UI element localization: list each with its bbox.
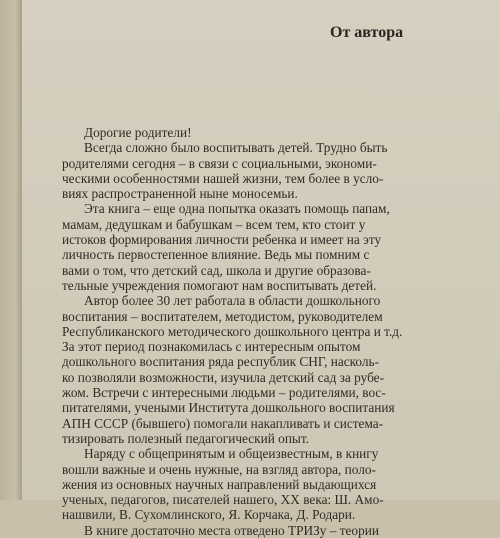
text-line: Республиканского методического дошкольного центра и т.д. [62, 323, 403, 339]
text-line: мамам, дедушкам и бабушкам – всем тем, кто стоит у [62, 216, 366, 232]
text-line: Автор более 30 лет работала в области дошкольного [84, 293, 381, 309]
text-line: АПН СССР (бывшего) помогали накапливать и система- [62, 415, 384, 431]
text-line: вошли важные и очень нужные, на взгляд автора, поло- [62, 461, 376, 477]
text-line: нашвили, В. Сухомлинского, Я. Корчака, Д. Родари. [62, 507, 356, 523]
text-line: Наряду с общепринятым и общеизвестным, в книгу [84, 446, 379, 462]
text-line: тизировать полезный педагогический опыт. [62, 430, 310, 446]
text-line: питателями, учеными Института дошкольного воспитания [62, 400, 395, 416]
text-line: Всегда сложно было воспитывать детей. Трудно быть [84, 140, 388, 156]
text-line: истоков формирования личности ребенка и имеет на эту [62, 232, 382, 248]
book-spine-edge [0, 0, 22, 500]
text-line: воспитания – воспитателем, методистом, руководителем [62, 308, 383, 324]
text-line: виях распространенной ныне моносемьи. [62, 186, 298, 202]
text-line: Дорогие родители! [84, 125, 192, 140]
text-line: ческими особенностями нашей жизни, тем более в усло- [62, 170, 384, 186]
text-line: личность первостепенное влияние. Ведь мы помним с [62, 247, 370, 263]
text-line: вами о том, что детский сад, школа и другие образова- [62, 262, 371, 278]
text-line: родителями сегодня – в связи с социальными, экономи- [62, 155, 377, 171]
text-line: ко позволяли возможности, изучила детский сад за рубе- [62, 369, 385, 385]
page-heading: От автора [330, 24, 404, 41]
text-line: жения из основных научных направлений выдающихся [62, 476, 377, 492]
text-line: жом. Встречи с интересными людьми – родителями, вос- [62, 385, 386, 401]
text-line: ученых, педагогов, писателей нашего, XX века: Ш. Амо- [62, 492, 384, 508]
page-body [62, 125, 494, 538]
text-line: В книге достаточно места отведено ТРИЗу – теории [84, 522, 379, 538]
text-line: Эта книга – еще одна попытка оказать помощь папам, [84, 201, 390, 217]
text-line: дошкольного воспитания ряда республик СНГ, насколь- [62, 354, 380, 370]
text-line: За этот период познакомилась с интересным опытом [62, 339, 361, 355]
text-line: тельные учреждения помогают нам воспитывать детей. [62, 277, 377, 293]
